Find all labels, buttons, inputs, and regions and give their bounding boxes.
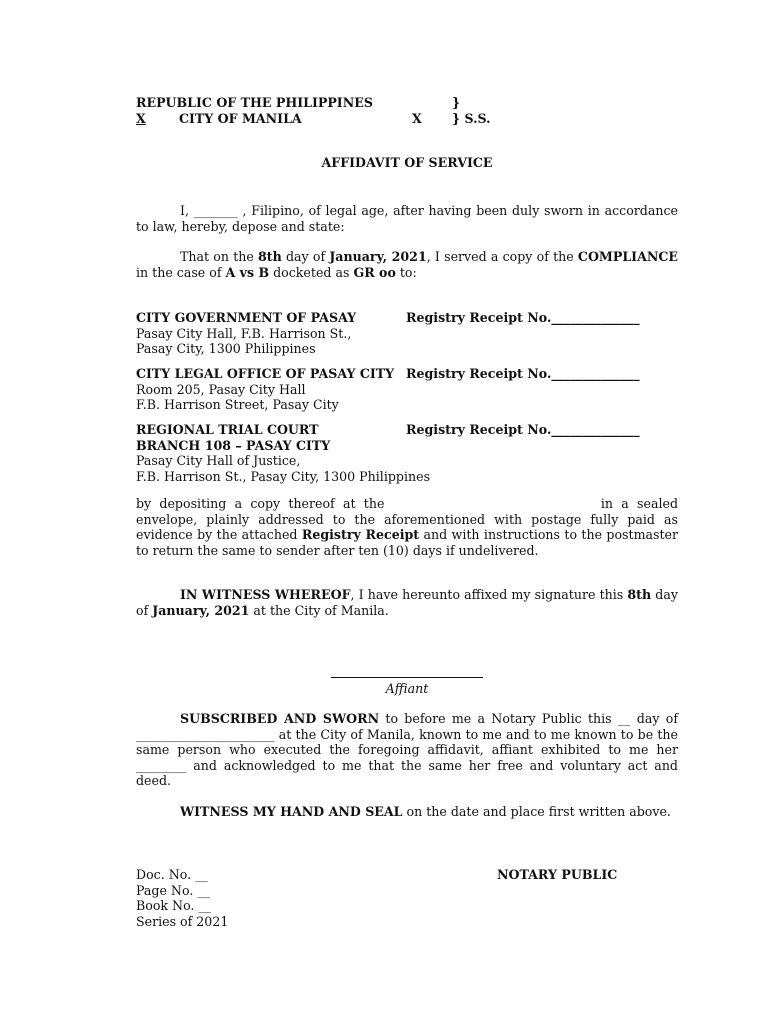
registry-receipt-term: Registry Receipt: [301, 527, 420, 543]
witness-month: January, 2021: [152, 602, 250, 618]
recipient-address-line: Pasay City Hall of Justice,: [136, 453, 301, 469]
recipient-address-line: Pasay City Hall, F.B. Harrison St.,: [136, 325, 352, 341]
intro-paragraph: [136, 203, 678, 234]
service-text-d: in the case of: [136, 264, 226, 280]
page-number: Page No. __: [136, 882, 210, 898]
venue-line: [136, 111, 424, 127]
jurat-lead: SUBSCRIBED AND SWORN: [180, 711, 380, 726]
jurat-text: to before me a Notary Public this __ day of ______________________ at the City of Manila, known to me and to me known to be the same person who executed the foregoing affidavit, affiant exhibited to me her ________ and acknowledged to me that the same her free and voluntary act and deed.: [136, 711, 678, 789]
service-text-a: That on the: [180, 249, 259, 264]
notary-public-label: NOTARY PUBLIC: [497, 867, 618, 882]
document-title: AFFIDAVIT OF SERVICE: [321, 155, 493, 170]
series-year: Series of 2021: [136, 913, 229, 929]
service-paragraph: [136, 249, 678, 280]
witness-day: 8th: [627, 587, 652, 602]
city-label: CITY OF MANILA: [179, 111, 302, 126]
seal-text: on the date and place first written above.: [402, 804, 671, 819]
witness-lead: IN WITNESS WHEREOF: [180, 587, 351, 602]
service-month: January, 2021: [329, 249, 427, 264]
deposit-paragraph: [136, 496, 678, 558]
deposit-text-c: and with instructions to the postmaster to return the same to sender after ten (10) days if undelivered.: [136, 527, 679, 558]
recipient-address-line: Room 205, Pasay City Hall: [136, 381, 306, 397]
witness-paragraph: [136, 587, 678, 618]
x-left: X: [136, 111, 146, 126]
deposit-text-b: in a sealed envelope, plainly addressed to the aforementioned with postage fully paid as evidence by the attached: [136, 496, 679, 543]
witness-text-a: , I have hereunto affixed my signature this: [350, 587, 628, 602]
recipient-name: REGIONAL TRIAL COURT: [136, 422, 319, 437]
service-day: 8th: [258, 249, 282, 264]
country-label: REPUBLIC OF THE PHILIPPINES: [136, 95, 373, 110]
recipient-address-line: F.B. Harrison St., Pasay City, 1300 Philippines: [136, 468, 431, 484]
x-right: X: [412, 111, 422, 126]
recipient-name-line-2: BRANCH 108 – PASAY CITY: [136, 437, 331, 453]
seal-paragraph: [136, 804, 678, 820]
case-name: A vs B: [225, 264, 270, 280]
affiant-signature-line: [331, 677, 483, 678]
recipient-address-line: Pasay City, 1300 Philippines: [136, 341, 316, 357]
book-number: Book No. __: [136, 898, 212, 914]
service-text-c: , I served a copy of the: [426, 249, 578, 264]
recipient-name: CITY GOVERNMENT OF PASAY: [136, 310, 357, 325]
service-text-f: to:: [395, 264, 417, 280]
affiant-label: Affiant: [385, 681, 429, 696]
deposit-text-a: by depositing a copy thereof at the: [136, 496, 393, 511]
seal-lead: WITNESS MY HAND AND SEAL: [180, 804, 403, 819]
intro-text: I, _______ , Filipino, of legal age, after having been duly sworn in accordance to law, hereby, depose and state:: [136, 203, 678, 234]
registry-receipt-field: Registry Receipt No.______________: [406, 310, 640, 325]
recipient-block: [136, 422, 678, 484]
ss-label: } S.S.: [452, 111, 491, 126]
jurat-paragraph: [136, 711, 678, 789]
pleading-name: COMPLIANCE: [577, 249, 678, 264]
doc-number: Doc. No. __: [136, 867, 208, 882]
registry-receipt-field: Registry Receipt No.______________: [406, 422, 640, 437]
recipient-name: CITY LEGAL OFFICE OF PASAY CITY: [136, 366, 395, 381]
registry-receipt-field: Registry Receipt No.______________: [406, 366, 640, 381]
recipient-block: [136, 366, 678, 413]
recipient-block: [136, 310, 678, 357]
service-text-e: docketed as: [269, 264, 354, 280]
venue-header: [136, 95, 678, 127]
gr-number: GR oo: [353, 264, 396, 280]
recipient-address-line: F.B. Harrison Street, Pasay City: [136, 397, 339, 413]
service-text-b: day of: [281, 249, 330, 264]
witness-text-c: at the City of Manila.: [249, 602, 389, 618]
witness-text-b: day of: [136, 587, 678, 618]
header-brace: }: [452, 95, 461, 110]
